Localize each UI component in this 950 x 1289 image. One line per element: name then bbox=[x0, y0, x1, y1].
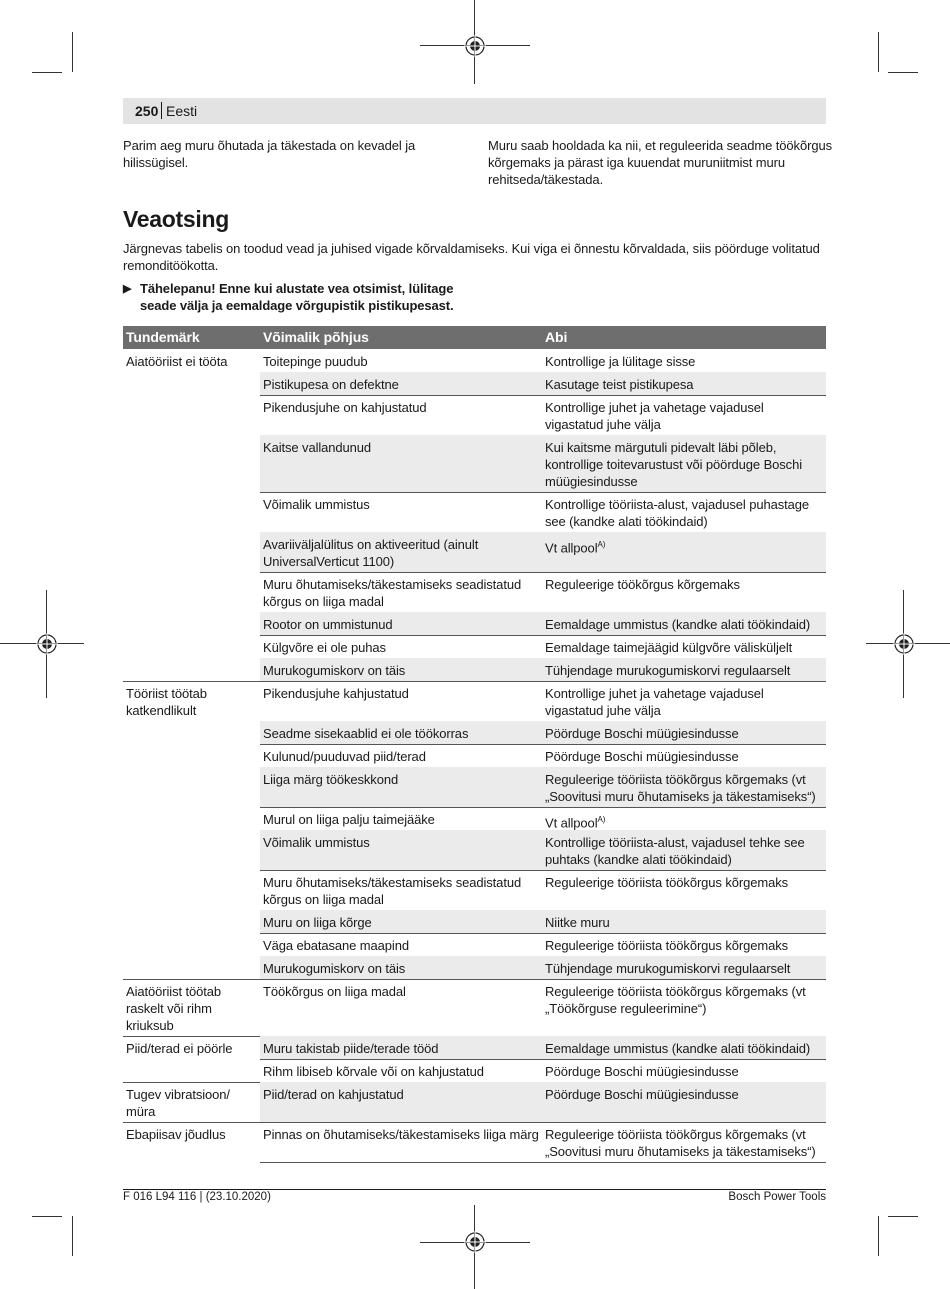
cell-cause: Avariiväljalülitus on aktiveeritud (ainult UniversalVerticut 1100) bbox=[260, 532, 542, 572]
cell-remedy-text: Vt allpool bbox=[545, 540, 598, 556]
section-title: Veaotsing bbox=[123, 206, 229, 232]
footer-brand: Bosch Power Tools bbox=[728, 1191, 826, 1203]
header-cause: Võimalik põhjus bbox=[263, 329, 369, 345]
cell-remedy-text: Eemaldage taimejäägid külgvõre välisküljelt bbox=[545, 640, 793, 655]
cell-cause: Kulunud/puuduvad piid/terad bbox=[263, 749, 426, 764]
footnote-marker: A) bbox=[597, 815, 606, 824]
cell-remedy bbox=[542, 612, 826, 635]
cell-remedy-text: Kontrollige juhet ja vahetage vajadusel vigastatud juhe välja bbox=[545, 686, 764, 718]
cell-remedy bbox=[542, 1036, 826, 1059]
page-header bbox=[123, 98, 826, 124]
cell-remedy-text: Eemaldage ummistus (kandke alati töökindaid) bbox=[545, 617, 811, 632]
cell-symptom bbox=[123, 635, 260, 643]
cell-symptom: Aiatööriist ei tööta bbox=[126, 354, 228, 369]
cell-cause: Muru takistab piide/terade tööd bbox=[260, 1036, 542, 1059]
cell-remedy bbox=[542, 658, 826, 681]
cell-symptom: Ebapiisav jõudlus bbox=[126, 1127, 226, 1142]
table-row bbox=[123, 681, 826, 721]
cell-symptom bbox=[123, 395, 260, 403]
table-row bbox=[123, 1059, 826, 1082]
table-row bbox=[123, 830, 826, 870]
header-remedy: Abi bbox=[545, 329, 568, 345]
triangle-bullet-icon: ▶ bbox=[123, 283, 132, 295]
cell-cause: Kaitse vallandunud bbox=[260, 435, 542, 492]
cell-symptom bbox=[123, 372, 260, 380]
cell-remedy-text: Reguleerige töökõrgus kõrgemaks bbox=[545, 577, 740, 592]
cell-cause: Pistikupesa on defektne bbox=[260, 372, 542, 395]
cell-remedy bbox=[542, 870, 826, 910]
table-row bbox=[123, 435, 826, 492]
table-row bbox=[123, 1082, 826, 1122]
table-row bbox=[123, 721, 826, 744]
crop-mark bbox=[72, 1216, 73, 1256]
crop-mark bbox=[878, 32, 879, 72]
footnote-marker: A) bbox=[597, 540, 606, 549]
table-row bbox=[123, 612, 826, 635]
cell-symptom: Tööriist töötab katkendlikult bbox=[126, 686, 207, 718]
cell-symptom bbox=[123, 572, 260, 580]
cell-cause: Murul on liiga palju taimejääke bbox=[263, 812, 435, 827]
cell-cause: Piid/terad on kahjustatud bbox=[260, 1082, 542, 1122]
cell-remedy bbox=[542, 532, 826, 572]
cell-remedy-text: Pöörduge Boschi müügiesindusse bbox=[545, 726, 739, 741]
cell-cause: Väga ebatasane maapind bbox=[263, 938, 409, 953]
cell-remedy-text: Tühjendage murukogumiskorvi regulaarselt bbox=[545, 961, 791, 976]
cell-remedy-text: Pöörduge Boschi müügiesindusse bbox=[545, 1064, 739, 1079]
cell-remedy-text: Kontrollige ja lülitage sisse bbox=[545, 354, 696, 369]
cell-symptom bbox=[123, 830, 260, 838]
cell-remedy bbox=[542, 1122, 826, 1162]
crop-mark bbox=[32, 1216, 62, 1217]
cell-remedy-text: Reguleerige tööriista töökõrgus kõrgemaks (vt „Töökõrguse reguleerimine“) bbox=[545, 984, 806, 1016]
cell-remedy-text: Reguleerige tööriista töökõrgus kõrgemaks bbox=[545, 875, 789, 890]
cell-remedy bbox=[542, 372, 826, 395]
table-row bbox=[123, 933, 826, 956]
table-row bbox=[123, 395, 826, 435]
cell-remedy bbox=[542, 830, 826, 870]
cell-symptom: Aiatööriist töötab raskelt või rihm kriuksub bbox=[126, 984, 222, 1033]
cell-symptom bbox=[123, 435, 260, 443]
cell-remedy-text: Tühjendage murukogumiskorvi regulaarselt bbox=[545, 663, 791, 678]
crop-mark bbox=[878, 1216, 879, 1256]
cell-remedy-text: Pöörduge Boschi müügiesindusse bbox=[545, 749, 739, 764]
table-row bbox=[123, 910, 826, 933]
cell-symptom bbox=[123, 612, 260, 620]
cell-cause: Muru õhutamiseks/täkestamiseks seadistatud kõrgus on liiga madal bbox=[263, 577, 522, 609]
intro-right-paragraph: Muru saab hooldada ka nii, et reguleerida seadme töökõrgus kõrgemaks ja pärast iga kuuendat muruniitmist muru rehitseda/täkestada. bbox=[488, 138, 832, 187]
cell-remedy-text: Pöörduge Boschi müügiesindusse bbox=[545, 1087, 739, 1102]
cell-cause: Rootor on ummistunud bbox=[260, 612, 542, 635]
cell-cause: Pinnas on õhutamiseks/täkestamiseks liiga märg bbox=[263, 1127, 539, 1142]
cell-symptom bbox=[123, 721, 260, 729]
cell-remedy bbox=[542, 744, 826, 767]
table-row bbox=[123, 492, 826, 532]
cell-cause: Võimalik ummistus bbox=[263, 497, 370, 512]
cell-cause: Muru õhutamiseks/täkestamiseks seadistatud kõrgus on liiga madal bbox=[263, 875, 522, 907]
cell-symptom bbox=[123, 532, 260, 540]
cell-remedy-text: Reguleerige tööriista töökõrgus kõrgemaks bbox=[545, 938, 789, 953]
cell-cause: Toitepinge puudub bbox=[263, 354, 368, 369]
table-body bbox=[123, 349, 826, 1162]
cell-remedy-text: Eemaldage ummistus (kandke alati töökindaid) bbox=[545, 1041, 811, 1056]
registration-mark-icon bbox=[464, 1231, 486, 1253]
cell-remedy-text: Kontrollige juhet ja vahetage vajadusel vigastatud juhe välja bbox=[545, 400, 764, 432]
table-row bbox=[123, 979, 826, 1036]
cell-cause: Töökõrgus on liiga madal bbox=[263, 984, 406, 999]
cell-remedy bbox=[542, 492, 826, 532]
table-header bbox=[123, 326, 826, 349]
crop-mark bbox=[888, 1216, 918, 1217]
crop-mark bbox=[888, 72, 918, 73]
table-row bbox=[123, 349, 826, 372]
header-divider bbox=[161, 102, 162, 119]
table-row bbox=[123, 372, 826, 395]
page-number: 250 bbox=[135, 103, 159, 119]
table-row bbox=[123, 635, 826, 658]
footer-document-id: F 016 L94 116 | (23.10.2020) bbox=[123, 1191, 271, 1203]
cell-symptom bbox=[123, 744, 260, 752]
row-divider bbox=[260, 1162, 826, 1163]
cell-remedy bbox=[542, 349, 826, 372]
warning-text: Tähelepanu! Enne kui alustate vea otsimist, lülitage seade välja ja eemaldage võrgupistik pistikupesast. bbox=[140, 281, 454, 313]
crop-mark bbox=[32, 72, 62, 73]
cell-symptom bbox=[123, 492, 260, 500]
cell-remedy bbox=[542, 1082, 826, 1122]
cell-remedy-text: Niitke muru bbox=[545, 915, 610, 930]
cell-remedy-text: Kasutage teist pistikupesa bbox=[545, 377, 694, 392]
table-row bbox=[123, 744, 826, 767]
footer-divider bbox=[123, 1189, 826, 1190]
table-row bbox=[123, 1122, 826, 1162]
cell-remedy bbox=[542, 807, 826, 830]
cell-cause: Liiga märg töökeskkond bbox=[260, 767, 542, 807]
cell-remedy bbox=[542, 956, 826, 979]
cell-symptom: Piid/terad ei pöörle bbox=[126, 1041, 233, 1056]
cell-remedy bbox=[542, 435, 826, 492]
cell-remedy-text: Kontrollige tööriista-alust, vajadusel tehke see puhtaks (kandke alati töökindaid) bbox=[545, 835, 805, 867]
cell-remedy bbox=[542, 681, 826, 721]
cell-remedy bbox=[542, 979, 826, 1036]
cell-symptom bbox=[123, 870, 260, 878]
troubleshooting-table bbox=[123, 326, 826, 1162]
cell-symptom bbox=[123, 658, 260, 666]
cell-symptom bbox=[123, 933, 260, 941]
cell-cause: Pikendusjuhe kahjustatud bbox=[263, 686, 409, 701]
cell-cause: Seadme sisekaablid ei ole töökorras bbox=[260, 721, 542, 744]
cell-remedy bbox=[542, 572, 826, 612]
cell-cause: Muru on liiga kõrge bbox=[260, 910, 542, 933]
cell-remedy bbox=[542, 1059, 826, 1082]
table-row bbox=[123, 532, 826, 572]
page-language: Eesti bbox=[166, 103, 198, 119]
table-row bbox=[123, 572, 826, 612]
cell-remedy bbox=[542, 910, 826, 933]
cell-remedy bbox=[542, 395, 826, 435]
cell-symptom bbox=[123, 767, 260, 775]
cell-symptom bbox=[123, 807, 260, 815]
cell-remedy bbox=[542, 635, 826, 658]
cell-remedy-text: Kui kaitsme märgutuli pidevalt läbi põleb, kontrollige toitevarustust või pöörduge Boschi müügiesindusse bbox=[545, 440, 802, 489]
registration-mark-icon bbox=[893, 633, 915, 655]
registration-mark-icon bbox=[36, 633, 58, 655]
cell-cause: Pikendusjuhe on kahjustatud bbox=[263, 400, 427, 415]
cell-symptom bbox=[123, 910, 260, 918]
table-row bbox=[123, 956, 826, 979]
section-intro: Järgnevas tabelis on toodud vead ja juhised vigade kõrvaldamiseks. Kui viga ei õnnestu kõrvaldada, siis pöörduge volitatud remonditöökotta. bbox=[123, 241, 820, 273]
cell-remedy bbox=[542, 767, 826, 807]
cell-symptom bbox=[123, 956, 260, 964]
cell-symptom: Tugev vibratsioon/ müra bbox=[126, 1087, 230, 1119]
cell-cause: Külgvõre ei ole puhas bbox=[263, 640, 386, 655]
cell-remedy-text: Vt allpool bbox=[545, 815, 598, 831]
header-symptom: Tundemärk bbox=[126, 329, 200, 345]
cell-cause: Murukogumiskorv on täis bbox=[260, 658, 542, 681]
table-row bbox=[123, 767, 826, 807]
registration-mark-icon bbox=[464, 35, 486, 57]
cell-remedy-text: Kontrollige tööriista-alust, vajadusel puhastage see (kandke alati töökindaid) bbox=[545, 497, 810, 529]
cell-remedy-text: Reguleerige tööriista töökõrgus kõrgemaks (vt „Soovitusi muru õhutamiseks ja täkestamiseks“) bbox=[545, 1127, 816, 1159]
table-row bbox=[123, 1036, 826, 1059]
cell-remedy bbox=[542, 721, 826, 744]
cell-cause: Rihm libiseb kõrvale või on kahjustatud bbox=[263, 1064, 484, 1079]
cell-cause: Murukogumiskorv on täis bbox=[260, 956, 542, 979]
crop-mark bbox=[72, 32, 73, 72]
cell-cause: Võimalik ummistus bbox=[260, 830, 542, 870]
table-row bbox=[123, 870, 826, 910]
table-row bbox=[123, 658, 826, 681]
cell-symptom bbox=[123, 1059, 260, 1067]
intro-left-paragraph: Parim aeg muru õhutada ja täkestada on kevadel ja hilissügisel. bbox=[123, 138, 416, 170]
cell-remedy-text: Reguleerige tööriista töökõrgus kõrgemaks (vt „Soovitusi muru õhutamiseks ja täkestamiseks“) bbox=[545, 772, 816, 804]
table-row bbox=[123, 807, 826, 830]
cell-remedy bbox=[542, 933, 826, 956]
